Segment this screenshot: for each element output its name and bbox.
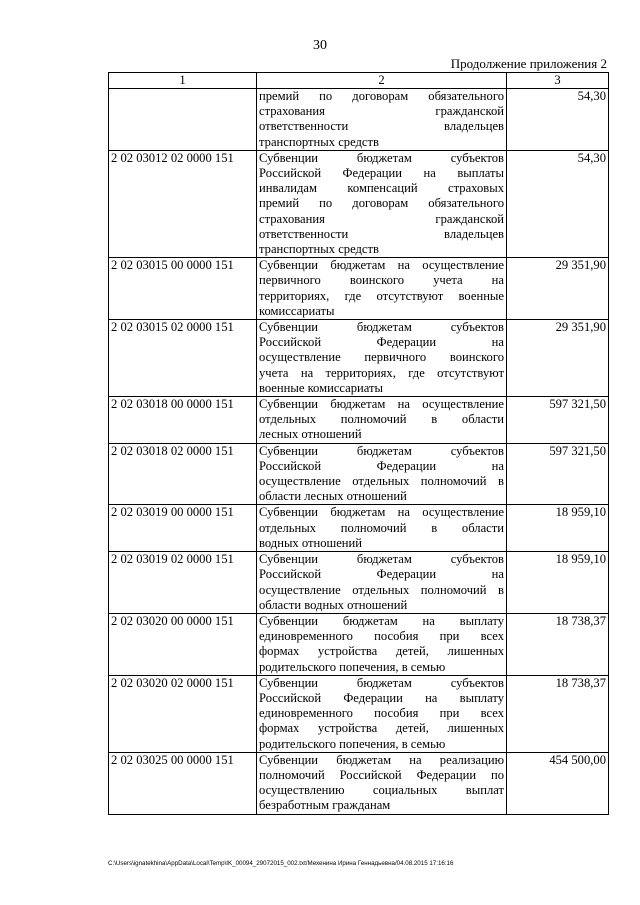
description-line: ответственности владельцев bbox=[259, 226, 504, 241]
amount-value: 597 321,50 bbox=[507, 443, 609, 505]
amount-value: 454 500,00 bbox=[507, 752, 609, 814]
table-row bbox=[109, 552, 609, 614]
description-line: страхования гражданской bbox=[259, 104, 504, 119]
income-description bbox=[257, 443, 507, 505]
amount-value: 29 351,90 bbox=[507, 258, 609, 320]
description-line: транспортных средств bbox=[259, 242, 379, 257]
classification-code: 2 02 03025 00 0000 151 bbox=[109, 752, 257, 814]
description-line: осуществление отдельных полномочий в bbox=[259, 582, 504, 597]
description-line: Российской Федерации на выплаты bbox=[259, 166, 504, 181]
income-description bbox=[257, 89, 507, 151]
description-line: транспортных средств bbox=[259, 134, 379, 149]
classification-code bbox=[109, 89, 257, 151]
description-line: первичного воинского учета на bbox=[259, 273, 504, 288]
description-line: родительского попечения, в семью bbox=[259, 736, 446, 751]
description-line: области водных отношений bbox=[259, 597, 408, 612]
description-line: Российской Федерации на bbox=[259, 458, 504, 473]
table-row bbox=[109, 397, 609, 444]
income-description bbox=[257, 320, 507, 397]
amount-value: 597 321,50 bbox=[507, 397, 609, 444]
income-description bbox=[257, 258, 507, 320]
continuation-label: Продолжение приложения 2 bbox=[450, 56, 607, 71]
table-row bbox=[109, 89, 609, 151]
file-path-footer: C:\Users\ignatekhina\AppData\Local\Temp\IK_00094_29072015_002.txt/Мехенина Ирина Геннадьевна/04.08.2015 17:16:16 bbox=[108, 860, 454, 867]
income-description bbox=[257, 752, 507, 814]
description-line: учета на территориях, где отсутствуют bbox=[259, 365, 504, 380]
table-row bbox=[109, 675, 609, 752]
description-line: страхования гражданской bbox=[259, 211, 504, 226]
description-line: Субвенции бюджетам на осуществление bbox=[259, 397, 504, 412]
description-line: формах устройства детей, лишенных bbox=[259, 721, 504, 736]
description-line: премий по договорам обязательного bbox=[259, 89, 504, 103]
table-row bbox=[109, 443, 609, 505]
description-line: формах устройства детей, лишенных bbox=[259, 644, 504, 659]
table-row bbox=[109, 613, 609, 675]
classification-code: 2 02 03020 02 0000 151 bbox=[109, 675, 257, 752]
classification-code: 2 02 03012 02 0000 151 bbox=[109, 150, 257, 257]
description-line: Субвенции бюджетам на осуществление bbox=[259, 258, 504, 273]
amount-value: 54,30 bbox=[507, 89, 609, 151]
description-line: родительского попечения, в семью bbox=[259, 659, 446, 674]
amount-value: 29 351,90 bbox=[507, 320, 609, 397]
description-line: Российской Федерации на bbox=[259, 567, 504, 582]
income-description bbox=[257, 552, 507, 614]
description-line: Субвенции бюджетам субъектов bbox=[259, 443, 504, 458]
description-line: ответственности владельцев bbox=[259, 119, 504, 134]
column-header: 3 bbox=[507, 73, 609, 89]
description-line: Субвенции бюджетам на реализацию bbox=[259, 752, 504, 767]
description-line: военные комиссариаты bbox=[259, 380, 384, 395]
table-row bbox=[109, 505, 609, 552]
income-description bbox=[257, 675, 507, 752]
description-line: осуществление первичного воинского bbox=[259, 350, 504, 365]
income-description bbox=[257, 613, 507, 675]
description-line: премий по договорам обязательного bbox=[259, 196, 504, 211]
table-header-row bbox=[109, 73, 609, 89]
column-header: 1 bbox=[109, 73, 257, 89]
description-line: области лесных отношений bbox=[259, 489, 407, 504]
description-line: Российской Федерации на bbox=[259, 335, 504, 350]
classification-code: 2 02 03018 02 0000 151 bbox=[109, 443, 257, 505]
description-line: территориях, где отсутствуют военные bbox=[259, 288, 504, 303]
description-line: безработным гражданам bbox=[259, 798, 391, 813]
description-line: Субвенции бюджетам на выплату bbox=[259, 613, 504, 628]
classification-code: 2 02 03015 02 0000 151 bbox=[109, 320, 257, 397]
description-line: Российской Федерации на выплату bbox=[259, 690, 504, 705]
table-row bbox=[109, 258, 609, 320]
description-line: водных отношений bbox=[259, 535, 363, 550]
amount-value: 18 738,37 bbox=[507, 613, 609, 675]
description-line: Субвенции бюджетам субъектов bbox=[259, 320, 504, 335]
column-header: 2 bbox=[257, 73, 507, 89]
classification-code: 2 02 03019 00 0000 151 bbox=[109, 505, 257, 552]
classification-code: 2 02 03020 00 0000 151 bbox=[109, 613, 257, 675]
classification-code: 2 02 03015 00 0000 151 bbox=[109, 258, 257, 320]
table-row bbox=[109, 320, 609, 397]
income-description bbox=[257, 150, 507, 257]
description-line: осуществление отдельных полномочий в bbox=[259, 474, 504, 489]
description-line: инвалидам компенсаций страховых bbox=[259, 181, 504, 196]
amount-value: 18 959,10 bbox=[507, 552, 609, 614]
description-line: Субвенции бюджетам субъектов bbox=[259, 150, 504, 165]
description-line: Субвенции бюджетам субъектов bbox=[259, 552, 504, 567]
budget-table bbox=[108, 72, 609, 815]
income-description bbox=[257, 505, 507, 552]
description-line: осуществлению социальных выплат bbox=[259, 783, 504, 798]
description-line: комиссариаты bbox=[259, 303, 335, 318]
amount-value: 18 738,37 bbox=[507, 675, 609, 752]
description-line: отдельных полномочий в области bbox=[259, 520, 504, 535]
description-line: единовременного пособия при всех bbox=[259, 706, 504, 721]
description-line: лесных отношений bbox=[259, 427, 362, 442]
description-line: полномочий Российской Федерации по bbox=[259, 767, 504, 782]
table-row bbox=[109, 752, 609, 814]
page-number: 30 bbox=[313, 38, 327, 53]
table-row bbox=[109, 150, 609, 257]
description-line: единовременного пособия при всех bbox=[259, 629, 504, 644]
amount-value: 18 959,10 bbox=[507, 505, 609, 552]
description-line: Субвенции бюджетам на осуществление bbox=[259, 505, 504, 520]
income-description bbox=[257, 397, 507, 444]
amount-value: 54,30 bbox=[507, 150, 609, 257]
classification-code: 2 02 03019 02 0000 151 bbox=[109, 552, 257, 614]
description-line: Субвенции бюджетам субъектов bbox=[259, 675, 504, 690]
description-line: отдельных полномочий в области bbox=[259, 412, 504, 427]
classification-code: 2 02 03018 00 0000 151 bbox=[109, 397, 257, 444]
